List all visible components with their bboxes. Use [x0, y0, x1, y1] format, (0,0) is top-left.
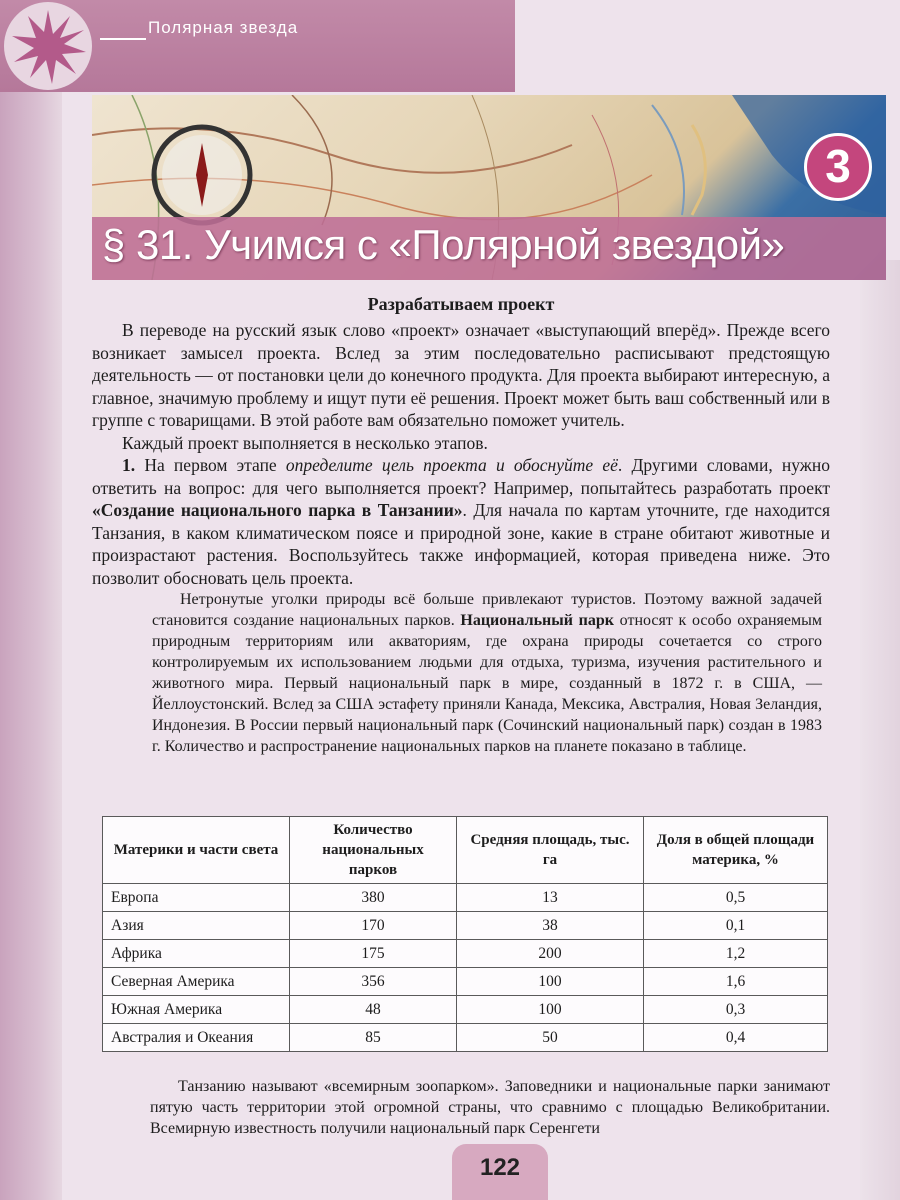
cell-share: 0,4: [644, 1024, 828, 1052]
parks-table: [102, 816, 828, 1052]
step-emphasis: определите цель проекта и обоснуйте её: [285, 455, 618, 475]
cell-area: 100: [457, 968, 644, 996]
series-label: Полярная звезда: [148, 18, 299, 37]
cell-region: Азия: [103, 912, 290, 940]
inset-text-a: Нетронутые уголки природы всё больше привлекают туристов. Поэтому важной задачей становится создание национальных парков.: [152, 591, 822, 629]
header-region: Материки и части света: [103, 817, 290, 884]
cell-area: 50: [457, 1024, 644, 1052]
closing-paragraph: Танзанию называют «всемирным зоопарком». Заповедники и национальные парки занимают пятую часть территории этой огромной страны, что сравнимо с площадью Великобритании. Всемирную известность получили национальный парк Серенгети: [150, 1078, 830, 1137]
cell-share: 1,6: [644, 968, 828, 996]
cell-area: 38: [457, 912, 644, 940]
header-rule: [100, 38, 146, 40]
section-heading: Разрабатываем проект: [367, 294, 555, 314]
cell-count: 175: [290, 940, 457, 968]
table-row: [103, 884, 828, 912]
cell-share: 0,1: [644, 912, 828, 940]
cell-area: 13: [457, 884, 644, 912]
right-page-edge: [860, 260, 900, 1200]
cell-region: Африка: [103, 940, 290, 968]
cell-region: Северная Америка: [103, 968, 290, 996]
page-number: 122: [479, 1154, 521, 1181]
table-row: [103, 996, 828, 1024]
cell-region: Австралия и Океания: [103, 1024, 290, 1052]
intro-paragraph: В переводе на русский язык слово «проект» означает «выступающий вперёд». Прежде всего возникает замысел проекта. Вслед за этим последовательно расписывают предстоящую деятельность — от постановки цели до конечного продукта. Для проекта выбирают интересную, а главное, значимую проблему и ищут пути её решения. Проект может быть ваш собственный или в группе с товарищами. В этой работе вам обязательно поможет учитель.: [92, 320, 830, 430]
header-area: Средняя площадь, тыс. га: [457, 817, 644, 884]
cell-share: 1,2: [644, 940, 828, 968]
cell-area: 100: [457, 996, 644, 1024]
table-row: [103, 940, 828, 968]
left-page-edge: [0, 0, 62, 1200]
step-text-a: На первом этапе: [144, 455, 277, 475]
cell-count: 356: [290, 968, 457, 996]
term-national-park: Национальный парк: [460, 612, 614, 629]
inset-text-b: относят к особо охраняемым природным территориям или акваториям, где охрана природы сочетается со строго контролируемым их использованием людьми для отдыха, туризма, изучения растительного и животного мира. Первый национальный парк в мире, созданный в 1872 г. в США, — Йеллоустонский. Вслед за США эстафету приняли Канада, Мексика, Австралия, Новая Зеландия, Индонезия. В России первый национальный парк (Сочинский национальный парк) создан в 1983 г. Количество и распространение национальных парков на планете показано в таблице.: [152, 612, 823, 755]
inset-paragraph: [152, 589, 822, 757]
step-text-b: . Другими словами, нужно ответить на вопрос: для чего выполняется проект? Например, попытайтесь разработать проект: [92, 455, 830, 498]
cell-region: Южная Америка: [103, 996, 290, 1024]
info-inset: [152, 589, 822, 757]
header-count: Количество национальных парков: [290, 817, 457, 884]
star-icon: [0, 0, 100, 92]
chapter-banner: [92, 95, 886, 280]
cell-share: 0,5: [644, 884, 828, 912]
cell-count: 85: [290, 1024, 457, 1052]
step-1-paragraph: [92, 454, 830, 589]
closing-block: [150, 1076, 830, 1139]
step-number: 1.: [122, 455, 136, 475]
cell-share: 0,3: [644, 996, 828, 1024]
cell-area: 200: [457, 940, 644, 968]
table-row: [103, 912, 828, 940]
table-row: [103, 1024, 828, 1052]
main-content: [92, 294, 830, 757]
cell-region: Европа: [103, 884, 290, 912]
table-row: [103, 968, 828, 996]
table-header-row: [103, 817, 828, 884]
page-title: § 31. Учимся с «Полярной звездой»: [102, 221, 785, 268]
chapter-number-badge: 3: [804, 133, 872, 201]
cell-count: 170: [290, 912, 457, 940]
stages-paragraph: Каждый проект выполняется в несколько этапов.: [122, 432, 488, 453]
header-share: Доля в общей площади материка, %: [644, 817, 828, 884]
cell-count: 48: [290, 996, 457, 1024]
project-name: «Создание национального парка в Танзании»: [92, 500, 463, 520]
cell-count: 380: [290, 884, 457, 912]
step-text-c: . Для начала по картам уточните, где находится Танзания, в каком климатическом поясе и природной зоне, какие в стране обитают животные и произрастают растения. Воспользуйтесь также информацией, которая приведена ниже. Это позволит обосновать цель проекта.: [92, 500, 830, 588]
